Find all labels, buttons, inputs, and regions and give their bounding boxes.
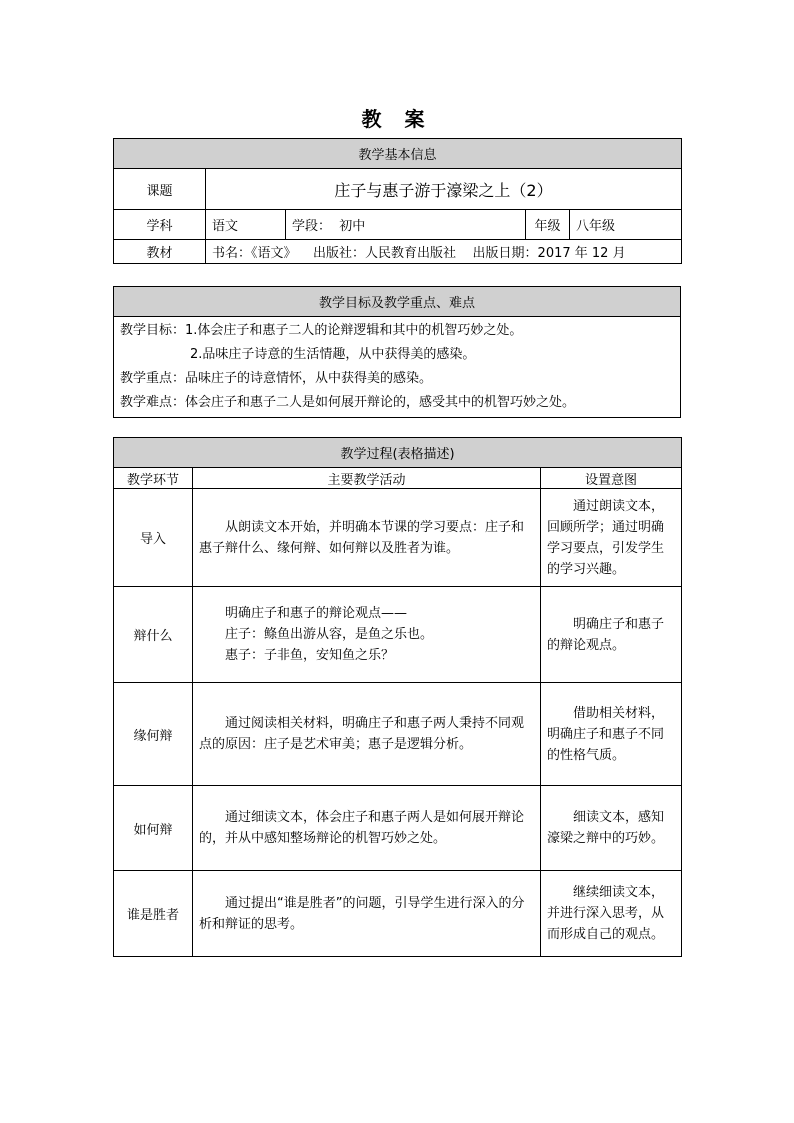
goals-body <box>114 317 681 418</box>
stage-label: 学段： <box>292 219 332 234</box>
table-row <box>114 489 682 587</box>
material-value: 书名：《语文》 出版社：人民教育出版社 出版日期：2017 年 12 月 <box>206 240 682 264</box>
document-title: 教 案 <box>361 107 433 131</box>
process-header: 教学过程(表格描述) <box>114 438 682 468</box>
activity-cell <box>193 587 541 683</box>
topic-label: 课题 <box>114 169 206 210</box>
activity-line: 明确庄子和惠子的辩论观点—— <box>225 606 408 621</box>
stage-cell: 缘何辩 <box>114 683 193 786</box>
intent-cell <box>541 587 682 683</box>
activity-cell <box>193 786 541 871</box>
subject-value: 语文 <box>206 210 286 240</box>
intent-cell <box>541 871 682 957</box>
activity-text: 从朗读文本开始，并明确本节课的学习要点：庄子和惠子辩什么、缘何辩、如何辩以及胜者为谁。 <box>199 519 525 556</box>
stage-value: 初中 <box>339 219 366 234</box>
col-activity-header: 主要教学活动 <box>193 468 541 489</box>
table-row <box>114 683 682 786</box>
activity-line: 庄子：鲦鱼出游从容，是鱼之乐也。 <box>225 627 434 642</box>
intent-cell <box>541 786 682 871</box>
basic-info-header: 教学基本信息 <box>114 139 682 169</box>
intent-cell <box>541 683 682 786</box>
col-stage-header: 教学环节 <box>114 468 193 489</box>
intent-text: 细读文本，感知濠梁之辩中的巧妙。 <box>547 810 665 846</box>
activity-text: 通过细读文本，体会庄子和惠子两人是如何展开辩论的，并从中感知整场辩论的机智巧妙之处。 <box>199 810 525 846</box>
goal-line-1: 教学目标：1.体会庄子和惠子二人的论辩逻辑和其中的机智巧妙之处。 <box>120 323 523 338</box>
topic-value: 庄子与惠子游于濠梁之上（2） <box>206 169 682 210</box>
intent-text: 通过朗读文本，回顾所学；通过明确学习要点，引发学生的学习兴趣。 <box>547 498 665 577</box>
goal-line-2: 2.品味庄子诗意的生活情趣，从中获得美的感染。 <box>190 347 476 362</box>
stage-cell: 谁是胜者 <box>114 871 193 957</box>
activity-cell <box>193 683 541 786</box>
activity-line: 惠子：子非鱼，安知鱼之乐？ <box>225 648 395 663</box>
stage-cell: 如何辩 <box>114 786 193 871</box>
col-intent-header: 设置意图 <box>541 468 682 489</box>
stage-cell <box>286 210 526 240</box>
activity-cell <box>193 871 541 957</box>
intent-text: 借助相关材料，明确庄子和惠子不同的性格气质。 <box>547 705 665 763</box>
stage-cell: 辩什么 <box>114 587 193 683</box>
intent-text: 继续细读文本，并进行深入思考，从而形成自己的观点。 <box>547 885 665 942</box>
activity-cell <box>193 489 541 587</box>
intent-text: 明确庄子和惠子的辩论观点。 <box>547 616 665 653</box>
table-row <box>114 786 682 871</box>
table-row <box>114 587 682 683</box>
goals-header: 教学目标及教学重点、难点 <box>114 287 681 317</box>
table-row <box>114 871 682 957</box>
activity-text: 通过提出“谁是胜者”的问题，引导学生进行深入的分析和辩证的思考。 <box>199 895 525 932</box>
material-label: 教材 <box>114 240 206 264</box>
subject-label: 学科 <box>114 210 206 240</box>
intent-cell <box>541 489 682 587</box>
grade-label: 年级 <box>526 210 570 240</box>
activity-text: 通过阅读相关材料，明确庄子和惠子两人秉持不同观点的原因：庄子是艺术审美；惠子是逻辑分析。 <box>199 716 525 752</box>
difficulty: 教学难点：体会庄子和惠子二人是如何展开辩论的，感受其中的机智巧妙之处。 <box>120 395 576 410</box>
process-table <box>113 437 682 957</box>
stage-cell: 导入 <box>114 489 193 587</box>
grade-value: 八年级 <box>570 210 682 240</box>
key-point: 教学重点：品味庄子的诗意情怀，从中获得美的感染。 <box>120 371 433 386</box>
basic-info-table <box>113 138 682 264</box>
goals-table <box>113 286 681 418</box>
